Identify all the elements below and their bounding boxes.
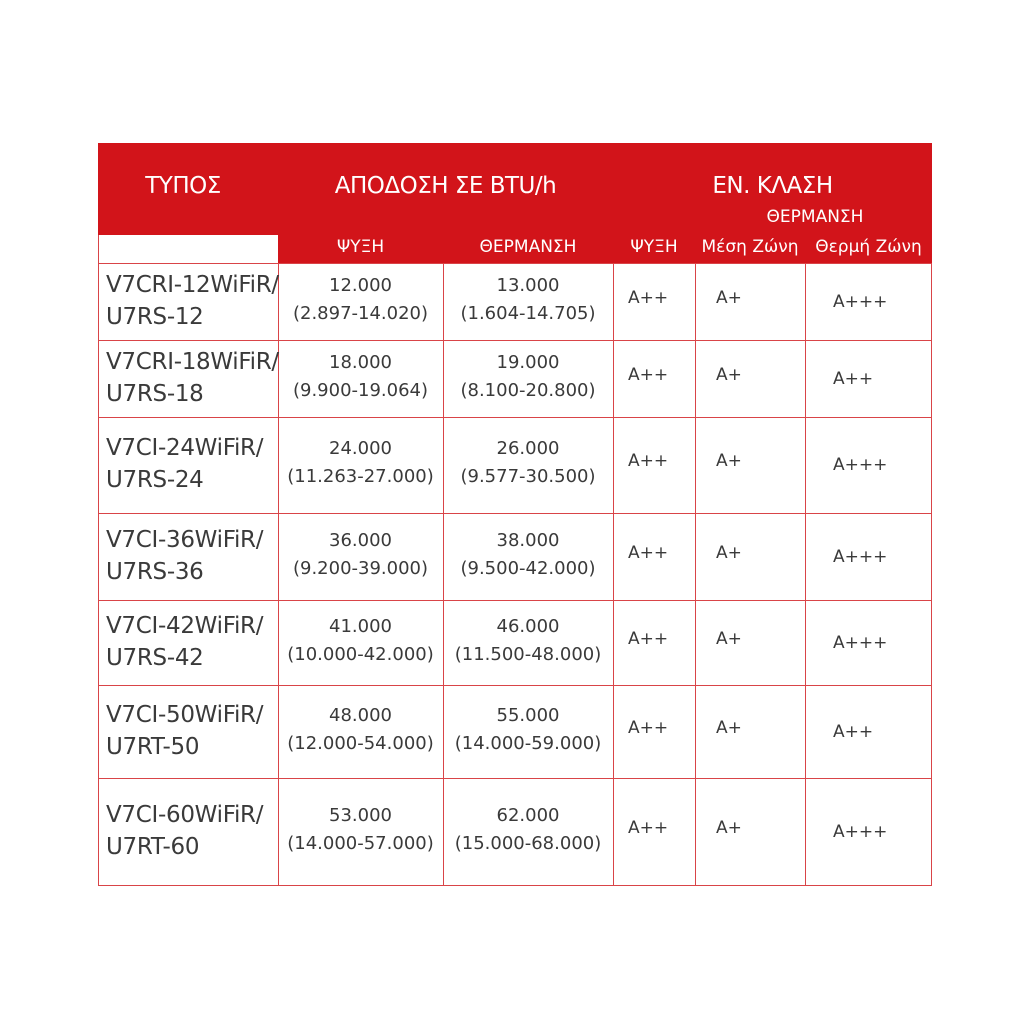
- heating-range: (9.577-30.500): [460, 466, 596, 487]
- model-line-2: U7RS-36: [106, 558, 204, 585]
- heating-range: (9.500-42.000): [460, 557, 596, 579]
- class-cooling: A++: [628, 818, 669, 838]
- output-cooling-header: ΨΥΞΗ: [336, 237, 385, 257]
- energy-class-header: ΕΝ. ΚΛΑΣΗ: [712, 173, 833, 199]
- cooling-nominal: 53.000: [329, 805, 392, 826]
- class-cooling: A++: [628, 628, 669, 649]
- grid-vertical-line: [931, 263, 932, 886]
- heating-nominal: 55.000: [496, 704, 560, 726]
- grid-horizontal-line: [98, 513, 932, 514]
- heating-nominal: 46.000: [496, 615, 560, 637]
- table-header: [98, 143, 932, 263]
- heating-range: (15.000-68.000): [454, 833, 602, 854]
- heating-nominal: 26.000: [496, 438, 560, 459]
- model-line-2: U7RS-42: [106, 644, 204, 671]
- class-warm-zone: A+++: [833, 455, 888, 475]
- table-body: [98, 263, 932, 886]
- cooling-range: (9.200-39.000): [292, 557, 429, 579]
- class-mid-zone: A+: [716, 717, 742, 738]
- model-line-1: V7CI-36WiFiR/: [106, 526, 264, 553]
- heating-nominal: 13.000: [496, 274, 560, 296]
- model-line-2: U7RT-60: [106, 834, 200, 860]
- class-warm-zone: A+++: [833, 632, 888, 653]
- class-warm-zone: A+++: [833, 546, 888, 567]
- model-line-1: V7CRI-12WiFiR/: [106, 271, 279, 298]
- grid-horizontal-line: [98, 885, 932, 886]
- class-mid-zone: A+: [716, 542, 742, 563]
- class-mid-zone: A+: [716, 364, 742, 385]
- cooling-nominal: 18.000: [329, 351, 392, 373]
- class-cooling: A++: [628, 717, 669, 738]
- class-warm-zone-header: Θερμή Ζώνη: [815, 237, 922, 257]
- class-cooling-header: ΨΥΞΗ: [630, 237, 678, 257]
- cooling-nominal: 41.000: [329, 615, 392, 637]
- heating-nominal: 62.000: [496, 805, 560, 826]
- class-mid-zone: A+: [716, 287, 742, 308]
- cooling-range: (2.897-14.020): [292, 302, 429, 324]
- model-line-1: V7CI-60WiFiR/: [106, 802, 264, 828]
- class-cooling: A++: [628, 451, 669, 471]
- output-heating-header: ΘΕΡΜΑΝΣΗ: [479, 237, 577, 257]
- grid-vertical-line: [613, 263, 614, 886]
- grid-vertical-line: [98, 235, 99, 886]
- grid-horizontal-line: [98, 685, 932, 686]
- cooling-range: (14.000-57.000): [287, 833, 434, 854]
- class-cooling: A++: [628, 287, 669, 308]
- specs-table: [98, 143, 932, 886]
- heating-range: (11.500-48.000): [454, 643, 602, 665]
- class-warm-zone: A++: [833, 368, 874, 389]
- class-warm-zone: A+++: [833, 291, 888, 312]
- grid-vertical-line: [695, 263, 696, 886]
- cooling-nominal: 48.000: [329, 704, 392, 726]
- model-line-2: U7RS-24: [106, 467, 204, 493]
- grid-horizontal-line: [98, 417, 932, 418]
- class-warm-zone: A+++: [833, 822, 888, 842]
- heating-class-group-header: ΘΕΡΜΑΝΣΗ: [766, 207, 864, 227]
- model-line-2: U7RT-50: [106, 733, 200, 760]
- model-line-2: U7RS-12: [106, 303, 204, 330]
- grid-horizontal-line: [98, 600, 932, 601]
- class-mid-zone: A+: [716, 818, 742, 838]
- cooling-range: (11.263-27.000): [287, 466, 434, 487]
- grid-horizontal-line: [98, 778, 932, 779]
- grid-horizontal-line: [98, 340, 932, 341]
- grid-vertical-line: [805, 263, 806, 886]
- class-mid-zone: A+: [716, 628, 742, 649]
- heating-nominal: 19.000: [496, 351, 560, 373]
- model-line-1: V7CI-24WiFiR/: [106, 435, 264, 461]
- cooling-nominal: 24.000: [329, 438, 392, 459]
- header-notch: [98, 235, 278, 263]
- cooling-nominal: 36.000: [329, 529, 392, 551]
- cooling-nominal: 12.000: [329, 274, 392, 296]
- class-mid-zone: A+: [716, 451, 742, 471]
- model-line-2: U7RS-18: [106, 380, 204, 407]
- output-header: ΑΠΟΔΟΣΗ ΣΕ BTU/h: [334, 173, 557, 199]
- cooling-range: (10.000-42.000): [287, 643, 434, 665]
- grid-horizontal-line: [98, 263, 932, 264]
- type-header: ΤΥΠΟΣ: [145, 173, 221, 199]
- class-warm-zone: A++: [833, 721, 874, 742]
- model-line-1: V7CRI-18WiFiR/: [106, 348, 279, 375]
- class-mid-zone-header: Μέση Ζώνη: [701, 237, 799, 257]
- heating-range: (14.000-59.000): [454, 732, 602, 754]
- model-line-1: V7CI-42WiFiR/: [106, 612, 264, 639]
- heating-range: (8.100-20.800): [460, 379, 596, 401]
- class-cooling: A++: [628, 542, 669, 563]
- model-line-1: V7CI-50WiFiR/: [106, 701, 264, 728]
- heating-nominal: 38.000: [496, 529, 560, 551]
- heating-range: (1.604-14.705): [460, 302, 596, 324]
- cooling-range: (12.000-54.000): [287, 732, 434, 754]
- class-cooling: A++: [628, 364, 669, 385]
- cooling-range: (9.900-19.064): [292, 379, 429, 401]
